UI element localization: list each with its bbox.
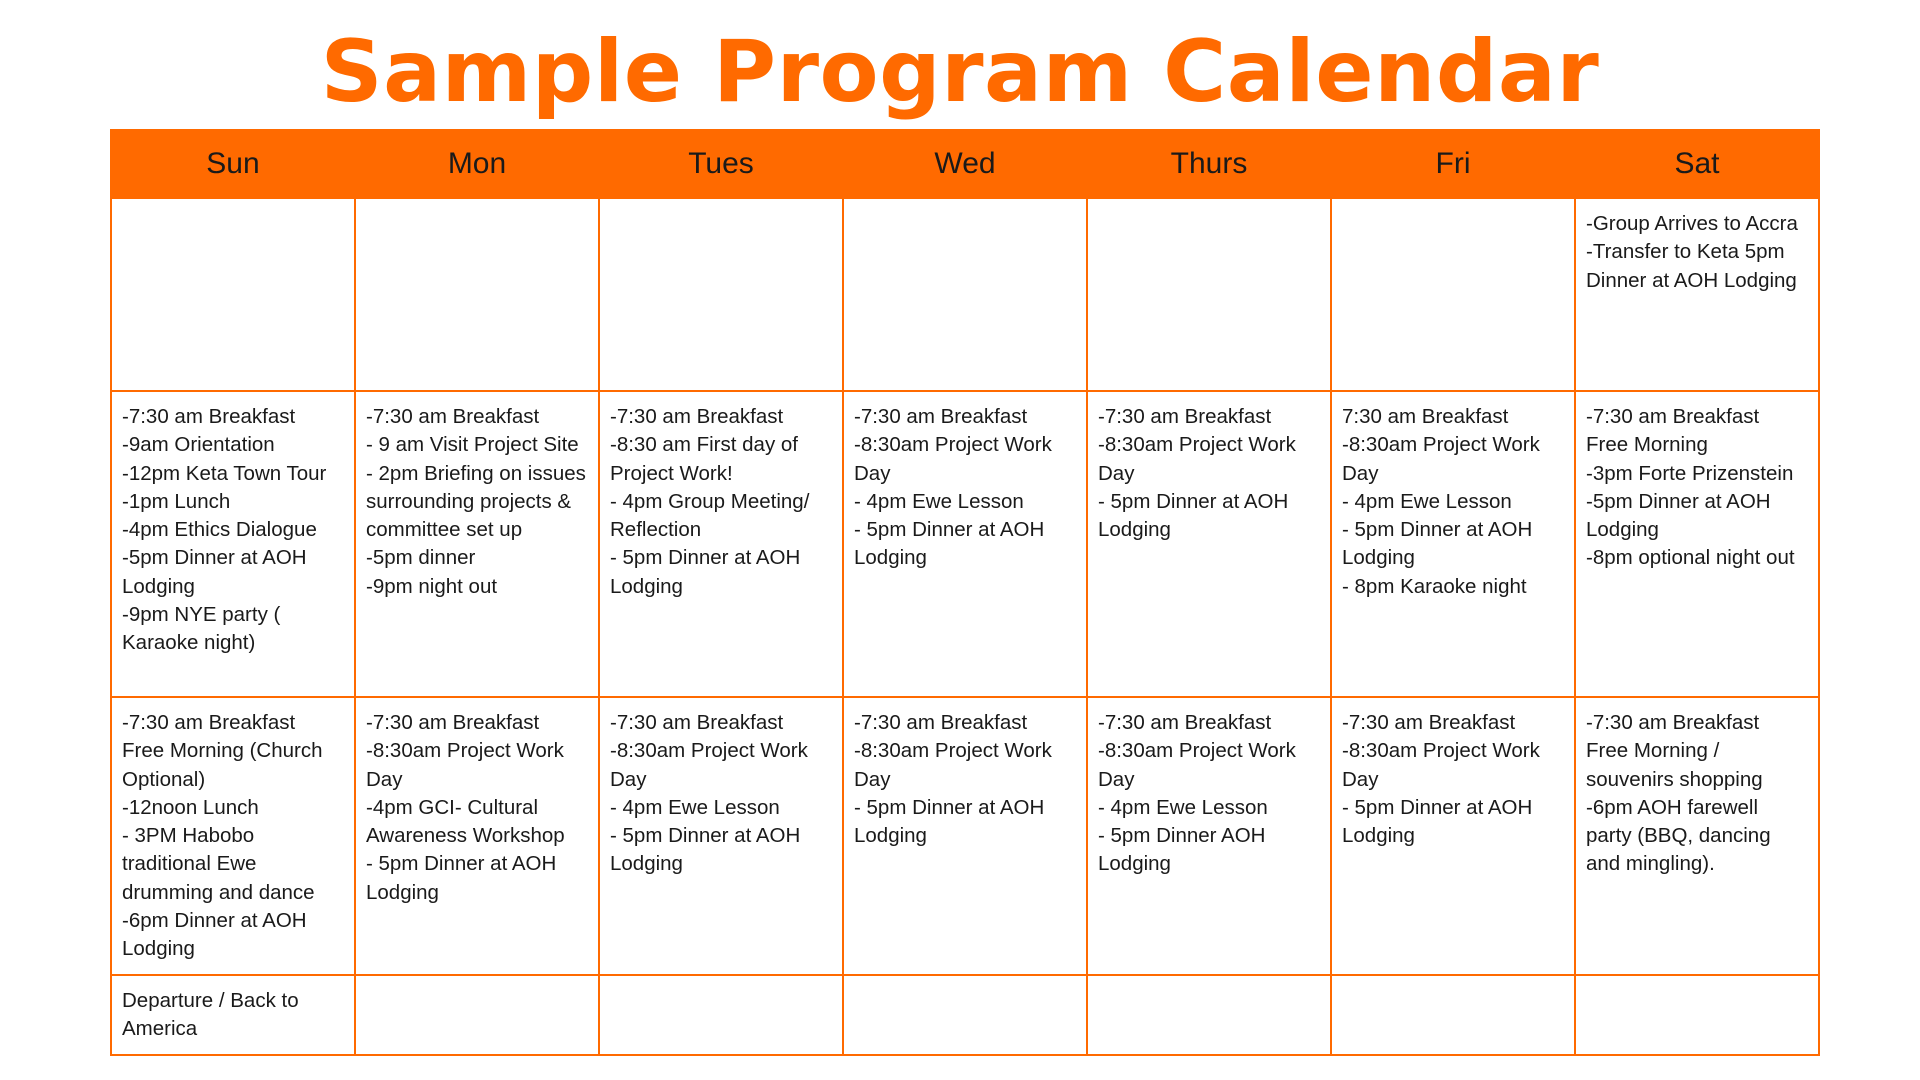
schedule-entry: -3pm Forte Prizenstein	[1586, 461, 1794, 485]
calendar-cell-mon	[355, 697, 599, 975]
schedule-entry: - 4pm Ewe Lesson	[1098, 795, 1268, 819]
calendar-cell-fri	[1331, 391, 1575, 697]
calendar-cell-mon	[355, 391, 599, 697]
schedule-entry: -8:30am Project Work Day	[366, 739, 564, 791]
calendar-cell-sat	[1575, 198, 1819, 391]
schedule-entry: - 9 am Visit Project Site	[366, 433, 579, 457]
schedule-entry: -9pm night out	[366, 574, 498, 598]
calendar-week-row	[111, 198, 1819, 391]
schedule-entry: -7:30 am Breakfast	[366, 405, 540, 428]
schedule-entry: -12noon Lunch	[122, 795, 259, 819]
calendar-cell-sun	[111, 975, 355, 1055]
schedule-entry: -8:30am Project Work Day	[1342, 433, 1540, 485]
schedule-entry: Free Morning / souvenirs shopping	[1586, 739, 1763, 791]
calendar-cell-thurs	[1087, 198, 1331, 391]
calendar-cell-thurs	[1087, 391, 1331, 697]
calendar-cell-wed	[843, 198, 1087, 391]
schedule-entry: -Transfer to Keta 5pm Dinner at AOH Lodging	[1586, 240, 1797, 292]
schedule-entry: - 4pm Ewe Lesson	[610, 795, 780, 819]
calendar-cell-fri	[1331, 975, 1575, 1055]
schedule-entry: - 5pm Dinner at AOH Lodging	[366, 852, 557, 904]
schedule-entry: - 5pm Dinner AOH Lodging	[1098, 824, 1266, 876]
calendar-cell-sat	[1575, 391, 1819, 697]
calendar-week-row	[111, 975, 1819, 1055]
calendar-cell-sat	[1575, 697, 1819, 975]
schedule-entry: -7:30 am Breakfast	[1586, 405, 1760, 428]
calendar-cell-thurs	[1087, 697, 1331, 975]
schedule-entry: - 5pm Dinner at AOH Lodging	[610, 824, 801, 876]
schedule-entry: -7:30 am Breakfast	[854, 405, 1028, 428]
schedule-entry: - 5pm Dinner at AOH Lodging	[1098, 489, 1289, 542]
schedule-entry: -7:30 am Breakfast	[610, 711, 784, 734]
schedule-entry: -Group Arrives to Accra	[1586, 212, 1798, 235]
schedule-entry: -7:30 am Breakfast	[122, 405, 296, 428]
calendar-cell-wed	[843, 697, 1087, 975]
schedule-entry: - 4pm Group Meeting/ Reflection	[610, 489, 810, 542]
schedule-entry: -9pm NYE party ( Karaoke night)	[122, 603, 281, 655]
schedule-entry: -7:30 am Breakfast	[854, 711, 1028, 734]
schedule-entry: -7:30 am Breakfast	[122, 711, 296, 734]
schedule-entry: -1pm Lunch	[122, 489, 231, 513]
schedule-entry: - 5pm Dinner at AOH Lodging	[854, 795, 1045, 848]
schedule-entry: -5pm dinner	[366, 546, 476, 570]
calendar-cell-fri	[1331, 697, 1575, 975]
schedule-entry: - 4pm Ewe Lesson	[1342, 489, 1512, 513]
day-header-sat: Sat	[1575, 130, 1819, 198]
calendar-cell-tues	[599, 697, 843, 975]
schedule-entry: - 2pm Briefing on issues surrounding projects & committee set up	[366, 461, 586, 542]
schedule-entry: -8pm optional night out	[1586, 546, 1795, 570]
schedule-entry: -8:30am Project Work Day	[1098, 739, 1296, 791]
day-header-fri: Fri	[1331, 130, 1575, 198]
calendar-header-row	[111, 130, 1819, 198]
schedule-entry: -7:30 am Breakfast	[610, 405, 784, 428]
calendar-cell-thurs	[1087, 975, 1331, 1055]
schedule-entry: Departure / Back to America	[122, 989, 299, 1041]
schedule-entry: -4pm Ethics Dialogue	[122, 518, 317, 542]
schedule-entry: -8:30am Project Work Day	[854, 739, 1052, 791]
calendar-week-row	[111, 697, 1819, 975]
schedule-entry: -8:30am Project Work Day	[1098, 433, 1296, 485]
schedule-entry: -12pm Keta Town Tour	[122, 461, 327, 485]
schedule-entry: - 5pm Dinner at AOH Lodging	[1342, 795, 1533, 848]
schedule-entry: -7:30 am Breakfast	[1342, 711, 1516, 734]
schedule-entry: - 3PM Habobo traditional Ewe drumming and dance	[122, 824, 315, 904]
day-header-mon: Mon	[355, 130, 599, 198]
day-header-wed: Wed	[843, 130, 1087, 198]
schedule-entry: Free Morning	[1586, 433, 1708, 457]
schedule-entry: -7:30 am Breakfast	[1098, 405, 1272, 428]
schedule-entry: -7:30 am Breakfast	[1586, 711, 1760, 734]
calendar-cell-sun	[111, 391, 355, 697]
calendar-cell-tues	[599, 975, 843, 1055]
schedule-entry: - 4pm Ewe Lesson	[854, 489, 1024, 513]
calendar-cell-tues	[599, 391, 843, 697]
calendar-cell-wed	[843, 975, 1087, 1055]
schedule-entry: - 5pm Dinner at AOH Lodging	[1342, 518, 1533, 570]
schedule-entry: -5pm Dinner at AOH Lodging	[122, 546, 307, 598]
schedule-entry: - 5pm Dinner at AOH Lodging	[610, 546, 801, 598]
schedule-entry: -7:30 am Breakfast	[366, 711, 540, 734]
calendar-cell-sat	[1575, 975, 1819, 1055]
calendar-cell-fri	[1331, 198, 1575, 391]
schedule-entry: -9am Orientation	[122, 433, 275, 457]
schedule-entry: -6pm AOH farewell party (BBQ, dancing and mingling).	[1586, 795, 1771, 876]
schedule-entry: -6pm Dinner at AOH Lodging	[122, 909, 307, 961]
calendar-cell-mon	[355, 975, 599, 1055]
schedule-entry: -8:30am Project Work Day	[610, 739, 808, 791]
schedule-entry: - 5pm Dinner at AOH Lodging	[854, 518, 1045, 570]
program-calendar-table	[110, 129, 1820, 1056]
schedule-entry: Free Morning (Church Optional)	[122, 739, 323, 791]
schedule-entry: 7:30 am Breakfast	[1342, 405, 1509, 428]
day-header-tues: Tues	[599, 130, 843, 198]
schedule-entry: -8:30 am First day of Project Work!	[610, 433, 798, 485]
calendar-cell-wed	[843, 391, 1087, 697]
schedule-entry: -4pm GCI- Cultural Awareness Workshop	[366, 795, 565, 848]
calendar-cell-mon	[355, 198, 599, 391]
day-header-sun: Sun	[111, 130, 355, 198]
calendar-cell-sun	[111, 198, 355, 391]
page-title: Sample Program Calendar	[320, 22, 1600, 122]
day-header-thurs: Thurs	[1087, 130, 1331, 198]
schedule-entry: -5pm Dinner at AOH Lodging	[1586, 489, 1771, 542]
schedule-entry: -8:30am Project Work Day	[1342, 739, 1540, 791]
calendar-cell-sun	[111, 697, 355, 975]
calendar-cell-tues	[599, 198, 843, 391]
schedule-entry: -7:30 am Breakfast	[1098, 711, 1272, 734]
calendar-week-row	[111, 391, 1819, 697]
schedule-entry: -8:30am Project Work Day	[854, 433, 1052, 485]
schedule-entry: - 8pm Karaoke night	[1342, 574, 1527, 598]
